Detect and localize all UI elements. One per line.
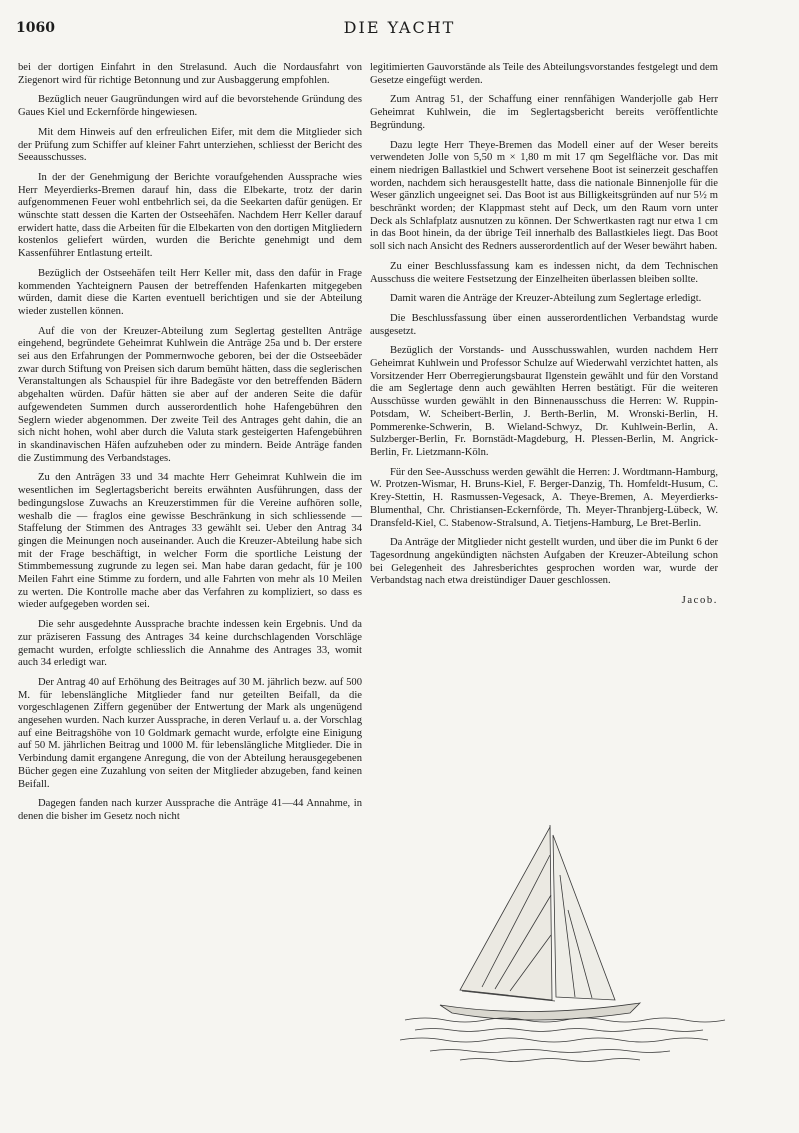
sailing-yacht-sketch-icon [400,815,740,1065]
paragraph: legitimierten Gauvorstände als Teile des Abteilungsvorstandes festgelegt und dem Gesetze eingefügt werden. [370,62,718,86]
paragraph: Da Anträge der Mitglieder nicht gestellt wurden, und über die im Punkt 6 der Tagesordnung angekündigten nächsten Aufgaben der Kreuzer-Abteilung schon bei Gelegenheit des Jahresberichtes gesprochen worden war, wurde der Verbandstag nach etwa dreistündiger Dauer geschlossen. [370,537,718,587]
page-number: 1060 [16,20,55,36]
right-column [370,62,718,615]
paragraph: Zu den Anträgen 33 und 34 machte Herr Geheimrat Kuhlwein die im wesentlichen im Seglertagsbericht bereits erwähnten Ausführungen, dass der bedingungslose Zuwachs an Kreuzerstimmen für die Vereine aufhören solle, weshalb die — fraglos eine gewisse Beschränkung in sich schliessende — Staffelung der Stimmen des Antrages 33 gewählt sei. Ueber den Antrag 34 gingen die Meinungen noch auseinander. Auch die Kreuzer-Abteilung habe sich mit der Frage beschäftigt, in welcher Form die sportliche Leistung der Stimmbemessung zugrunde zu legen sei. Man habe daran gedacht, für je 100 Meilen Fahrt eine Stimme zu fordern, und alle Fahrten von mehr als 10 Meilen zu werten. Die Kontrolle mache aber das Verfahren zu kompliziert, so dass es wieder aufgegeben worden sei. [18,472,362,611]
paragraph: Dazu legte Herr Theye-Bremen das Modell einer auf der Weser bereits verwendeten Jolle von 5,50 m × 1,80 m mit 17 qm Segelfläche vor. Das mit einem niedrigen Ballastkiel und Schwert versehene Boot ist seinerzeit geschaffen worden, nachdem sich herausgestellt hatte, dass die nationale Binnenjolle für die Weser gänzlich ungeeignet sei. Das Boot ist aus Billigkeitsgründen auf nur 5½ m beschränkt worden; der Klappmast steht auf Deck, um den Raum vorn unter Deck als Schlafplatz ausnutzen zu können. Der Schwertkasten ragt nur etwa 1 cm in das Boot hinein, da der übrige Teil innerhalb des Ballastkieles liegt. Das Boot soll sich nach Ansicht des Redners ausserordentlich auf der Weser bewährt haben. [370,139,718,253]
paragraph: Auf die von der Kreuzer-Abteilung zum Seglertag gestellten Anträge eingehend, begründete Geheimrat Kuhlwein die Anträge 25a und b. Der erstere sei aus den Erfahrungen der Pommernwoche geboren, bei der die Ostseebäder zwar durch Stiftung von Preisen sich darum bemüht hätten, dass die seglerischen Veranstaltungen als Schauspiel für ihre Badegäste vor den betreffenden Bädern abgehalten würden. Dafür hätten sie aber auf der anderen Seite die dafür aufgewendeten Summen durch ausserordentlich hohe Hafengebühren den Seglern wieder abgenommen. Der zweite Teil des Antrages geht dahin, die an sich nicht hohen, wohl aber durch die Valuta stark gesteigerten Hafengebühren in skandinavischen Häfen aufzuheben oder zu mindern. Beide Anträge fanden die Zustimmung des Verbandstages. [18,325,362,464]
author-signature: Jacob. [681,595,718,607]
paragraph: Damit waren die Anträge der Kreuzer-Abteilung zum Seglertage erledigt. [390,293,702,305]
paragraph: Zum Antrag 51, der Schaffung einer rennfähigen Wanderjolle gab Herr Geheimrat Kuhlwein, die im Seglertagsbericht bereits veröffentlichte Begründung. [370,94,718,131]
paragraph: Mit dem Hinweis auf den erfreulichen Eifer, mit dem die Mitglieder sich der Prüfung zum Schiffer auf kleiner Fahrt unterziehen, schliesst der Bericht des Seeausschusses. [18,126,362,164]
paragraph: Der Antrag 40 auf Erhöhung des Beitrages auf 30 M. jährlich bezw. auf 500 M. für lebenslängliche Mitglieder fand nur geteilten Beifall, da die vorgeschlagenen Ziffern gegenüber der Entwertung der Mark als ungenügend angesehen wurden. Nach kurzer Aussprache, in deren Verlauf u. a. der Vorschlag auf eine Beitragshöhe von 10 Goldmark gemacht wurde, erfolgte eine Einigung auf 50 M. jährlichen Beitrag und 1000 M. für lebenslängliche Mitglieder. Die in Verbindung damit ergangene Anregung, die von der Abteilung herausgegebenen Bücher gegen eine Zuzahlung von seiten der Mitglieder abzugeben, fand keinen Beifall. [18,676,362,790]
paragraph: Bezüglich neuer Gaugründungen wird auf die bevorstehende Gründung des Gaues Kiel und Eckernförde hingewiesen. [18,94,362,119]
paragraph: Bezüglich der Ostseehäfen teilt Herr Keller mit, dass den dafür in Frage kommenden Yachteignern Pausen der betreffenden Hafenkarten mitgegeben würden, damit diese die Karten eventuell berichtigen und sie der Abteilung wieder zustellen können. [18,267,362,317]
paragraph: Für den See-Ausschuss werden gewählt die Herren: J. Wordtmann-Hamburg, W. Protzen-Wismar, H. Bruns-Kiel, F. Berger-Danzig, Th. Homfeldt-Husum, C. Krey-Stettin, H. Rasmussen-Vegesack, A. Theye-Bremen, A. Meyerdierks-Blumenthal, Chr. Christiansen-Eckernförde, Th. Meyer-Thranbjerg-Lübeck, W. Dransfeld-Kiel, C. Stabenow-Stralsund, A. Tietjens-Hamburg, Le Bret-Berlin. [370,466,718,529]
left-column [18,62,362,831]
paragraph: Zu einer Beschlussfassung kam es indessen nicht, da dem Technischen Ausschuss die weitere Festsetzung der Einzelheiten überlassen bleiben sollte. [370,260,718,285]
paragraph: Die Beschlussfassung über einen ausserordentlichen Verbandstag wurde ausgesetzt. [370,312,718,337]
paragraph: bei der dortigen Einfahrt in den Strelasund. Auch die Nordausfahrt von Ziegenort wird für richtige Betonnung und zur Ausbaggerung empfohlen. [18,62,362,86]
paragraph: Die sehr ausgedehnte Aussprache brachte indessen kein Ergebnis. Und da zur präziseren Fassung des Antrages 34 keine durchschlagenden Vorschläge gemacht wurden, erfolgte schliesslich die Annahme des Antrages 33, womit auch 34 erledigt war. [18,619,362,669]
paragraph: In der der Genehmigung der Berichte voraufgehenden Aussprache wies Herr Meyerdierks-Bremen darauf hin, dass die Elbekarte, trotz der darin aufgenommenen Feuer wohl entbehrlich sei, da die Seekarten dafür genügen. Er wünschte statt dessen die Karten der Ostseehäfen. Nachdem Herr Keller darauf erwidert hatte, dass die Arbeiten für die Elbekarten von den dortigen Mitgliedern kostenlos geliefert würden, wurden die Berichte genehmigt und dem Kassenführer Entlastung erteilt. [18,171,362,260]
paragraph: Bezüglich der Vorstands- und Ausschusswahlen, wurden nachdem Herr Geheimrat Kuhlwein und Professor Schulze auf Wiederwahl verzichtet hatten, als Vorsitzender Herr Oberregierungsbaurat Ilgenstein gewählt und für den Vorstand die am Seglertage denn auch gewählten Herren bestätigt. Für die weiteren Ausschüsse wurden gewählt in den Binnenausschuss die Herren: W. Ruppin-Potsdam, W. Scheibert-Berlin, J. Berth-Berlin, M. Wronski-Berlin, H. Pommerenke-Schwerin, B. Wieland-Schwyz, Dr. Kuhlwein-Berlin, A. Sulzberger-Berlin, Fr. Bornstädt-Magdeburg, H. Plessen-Berlin, M. Angrick-Berlin, Fr. Lietzmann-Köln. [370,345,718,458]
paragraph: Dagegen fanden nach kurzer Aussprache die Anträge 41—44 Annahme, in denen die bisher im Gesetz noch nicht [18,798,362,822]
running-head-title: DIE YACHT [343,18,456,37]
